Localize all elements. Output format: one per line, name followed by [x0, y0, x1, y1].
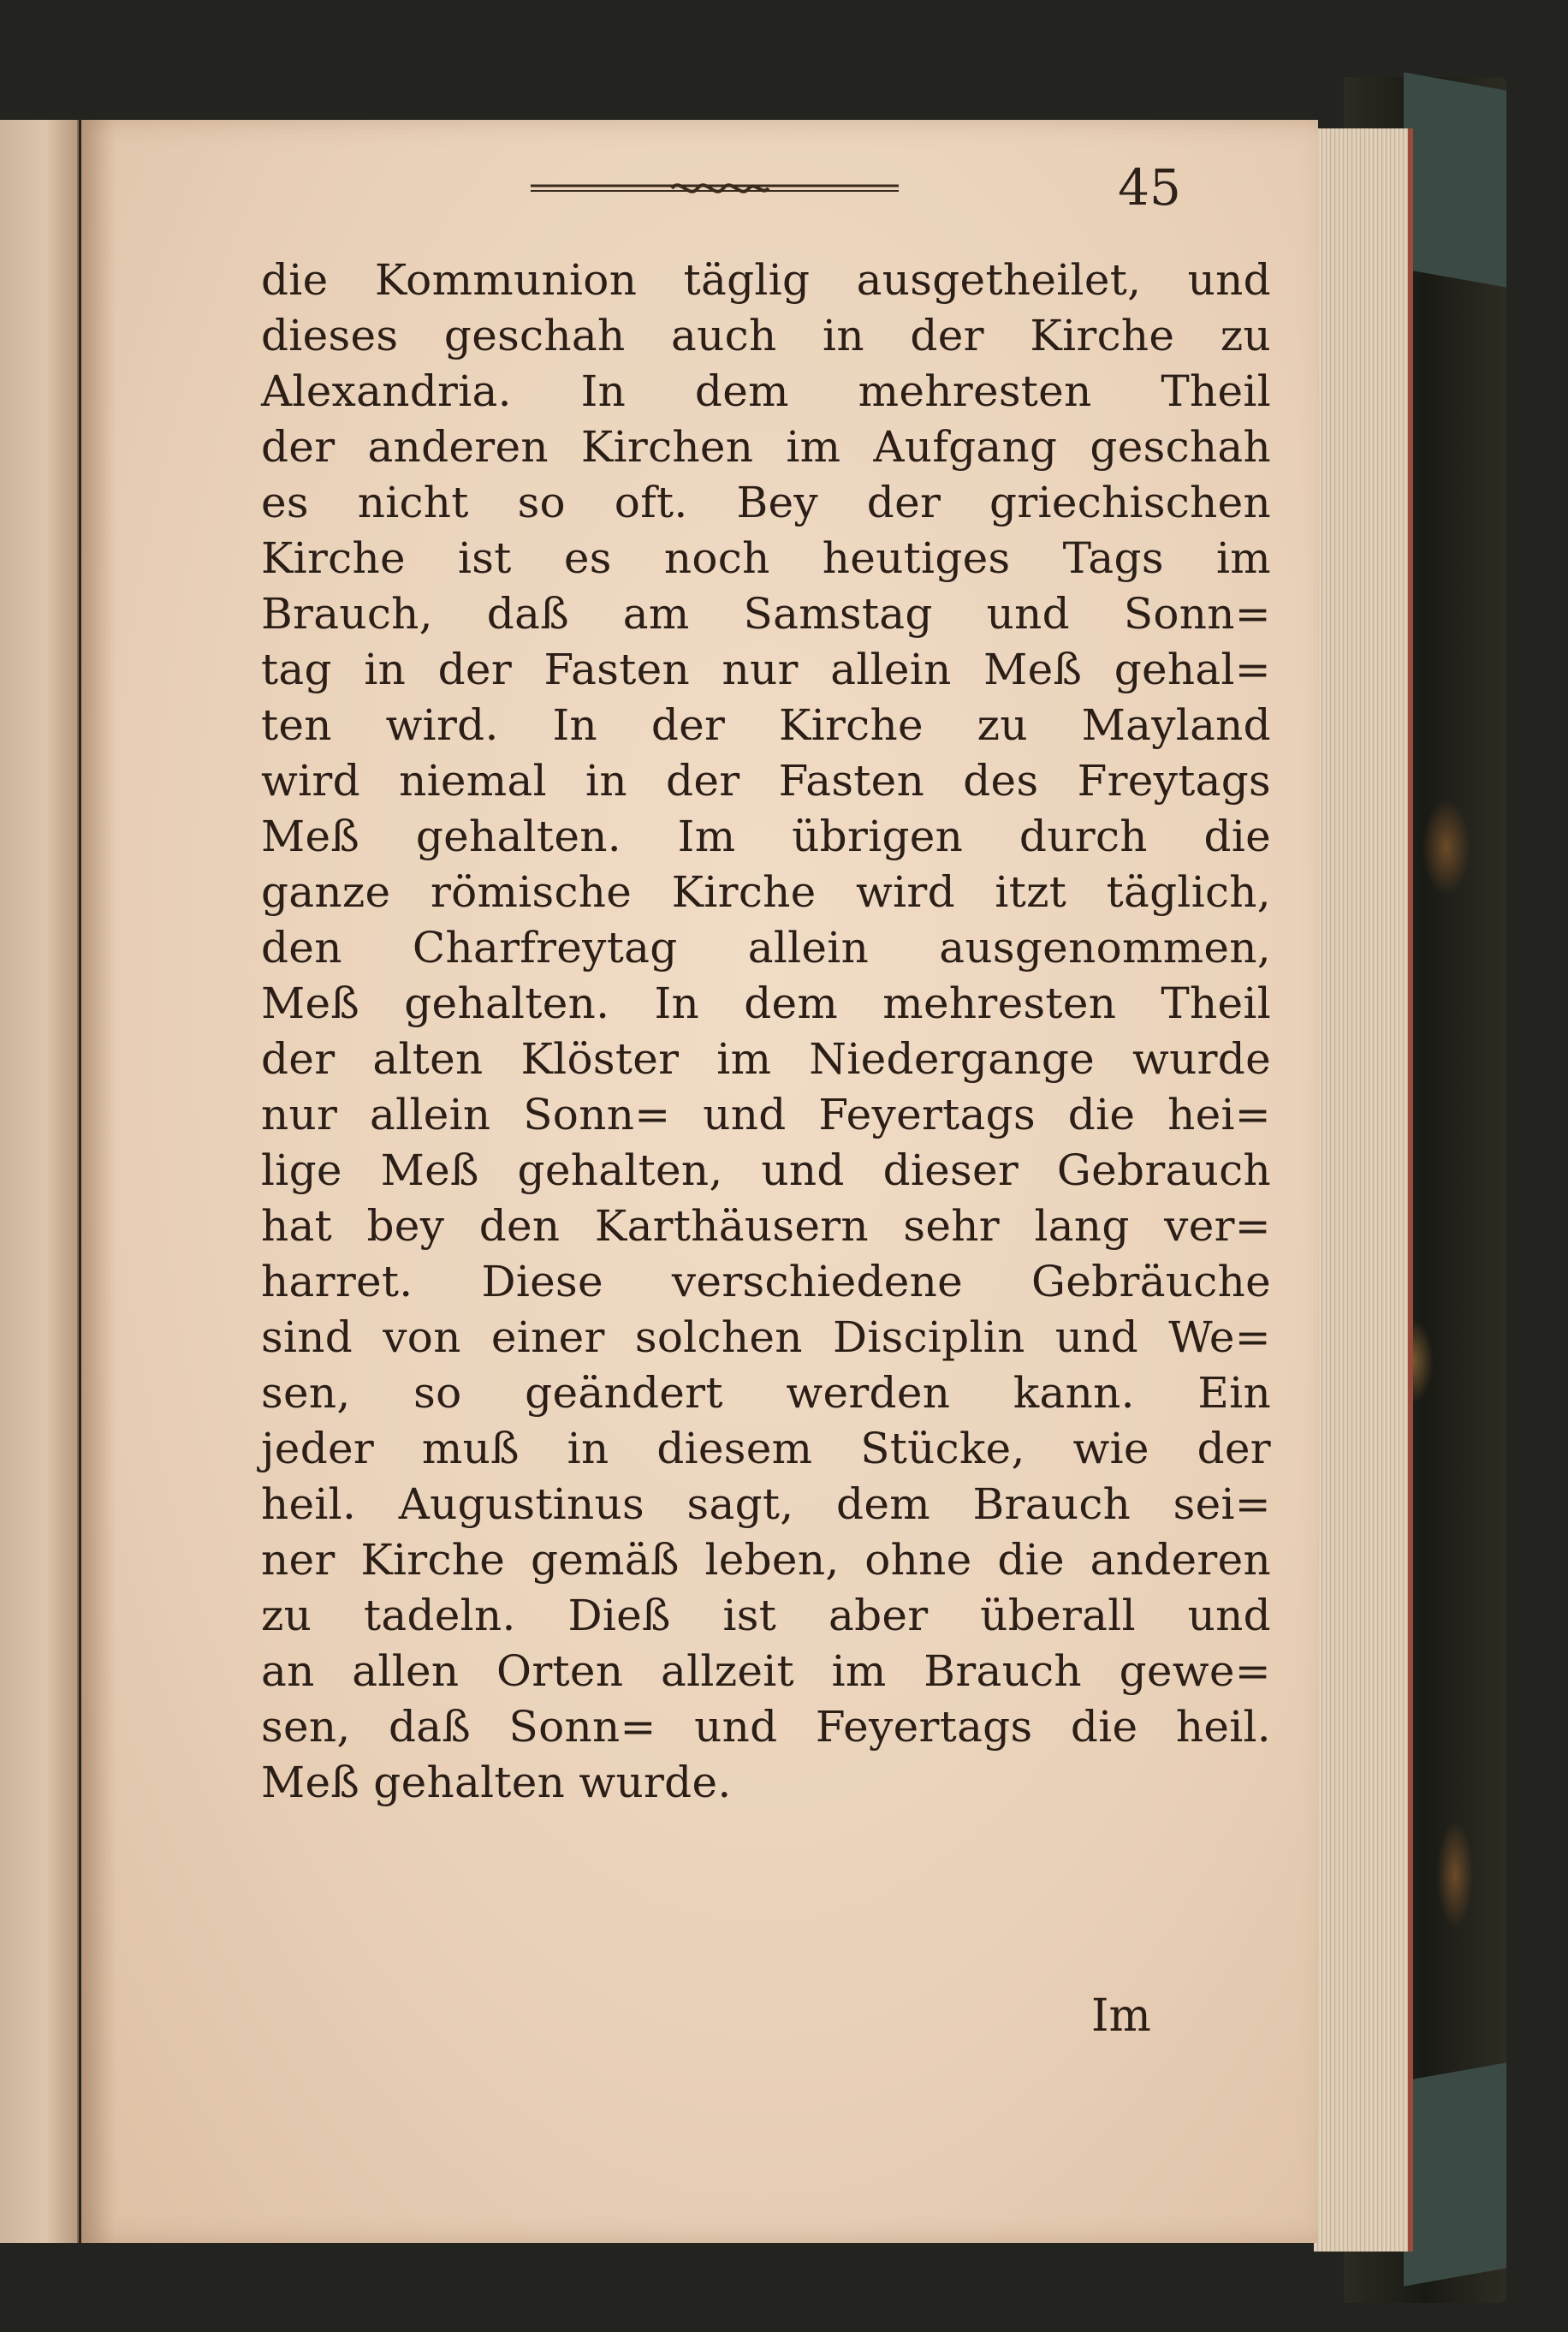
cover-corner-bottom [1404, 2062, 1506, 2286]
page-gutter-shadow [81, 120, 116, 2243]
book-page [81, 120, 1318, 2243]
text-line: Brauch, daß am Samstag und Sonn= [261, 589, 1271, 639]
text-line: wird niemal in der Fasten des Freytags [261, 756, 1271, 806]
page-number: 45 [1118, 158, 1181, 217]
text-line: ner Kirche gemäß leben, ohne die anderen [261, 1535, 1271, 1585]
text-line: dieses geschah auch in der Kirche zu [261, 311, 1271, 360]
page-edges [1314, 128, 1413, 2252]
text-line: tag in der Fasten nur allein Meß gehal= [261, 645, 1271, 694]
text-line: sind von einer solchen Disciplin und We= [261, 1312, 1271, 1362]
body-text [261, 253, 1271, 1811]
text-line: heil. Augustinus sagt, dem Brauch sei= [261, 1479, 1271, 1529]
text-line: nur allein Sonn= und Feyertags die hei= [261, 1090, 1271, 1139]
text-line: zu tadeln. Dieß ist aber überall und [261, 1591, 1271, 1640]
text-line: sen, daß Sonn= und Feyertags die heil. [261, 1702, 1271, 1752]
text-line: harret. Diese verschiedene Gebräuche [261, 1257, 1271, 1306]
text-line: Kirche ist es noch heutiges Tags im [261, 533, 1271, 583]
text-line: der alten Klöster im Niedergange wurde [261, 1034, 1271, 1084]
header-ornament [531, 175, 899, 201]
text-line: sen, so geändert werden kann. Ein [261, 1368, 1271, 1418]
text-line: es nicht so oft. Bey der griechischen [261, 478, 1271, 527]
catchword: Im [1091, 1990, 1151, 2042]
text-line: ganze römische Kirche wird itzt täglich, [261, 867, 1271, 917]
text-line: Meß gehalten wurde. [261, 1758, 732, 1807]
text-line: der anderen Kirchen im Aufgang geschah [261, 422, 1271, 472]
text-line: die Kommunion täglig ausgetheilet, und [261, 255, 1271, 305]
text-line: Meß gehalten. In dem mehresten Theil [261, 979, 1271, 1028]
cover-corner-top [1404, 72, 1506, 287]
text-line: Alexandria. In dem mehresten Theil [261, 366, 1271, 416]
text-line: ten wird. In der Kirche zu Mayland [261, 700, 1271, 750]
text-line: jeder muß in diesem Stücke, wie der [261, 1424, 1271, 1473]
facing-page-edge [0, 120, 79, 2243]
text-line: lige Meß gehalten, und dieser Gebrauch [261, 1145, 1271, 1195]
text-line: den Charfreytag allein ausgenommen, [261, 923, 1271, 973]
text-line: hat bey den Karthäusern sehr lang ver= [261, 1201, 1271, 1251]
text-line: Meß gehalten. Im übrigen durch die [261, 812, 1271, 861]
text-line: an allen Orten allzeit im Brauch gewe= [261, 1646, 1271, 1696]
